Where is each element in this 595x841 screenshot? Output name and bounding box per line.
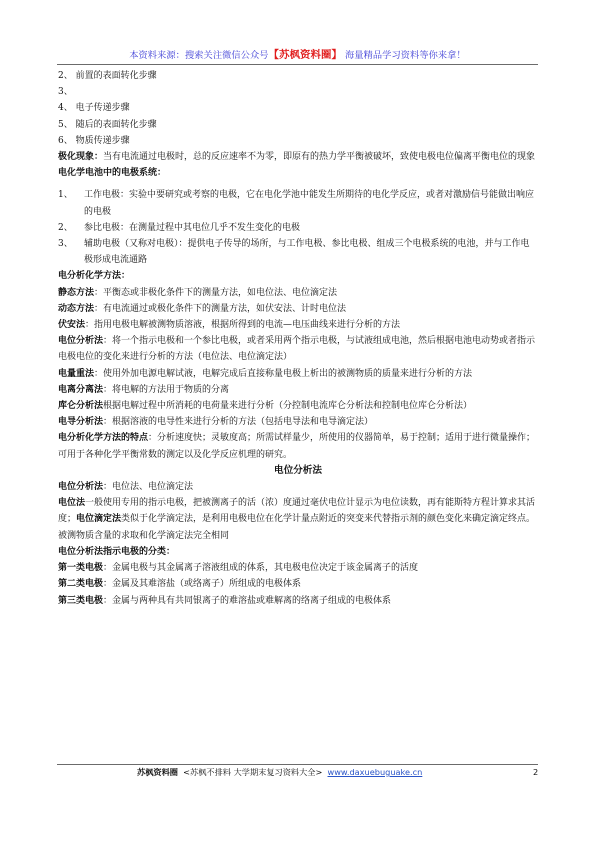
method-term: 电导分析法 — [58, 417, 104, 428]
method-text: ：有电流通过或极化条件下的测量方法，如伏安法、计时电位法 — [94, 303, 347, 314]
electrode-system-heading: 电化学电池中的电极系统： — [58, 168, 167, 179]
class-text: ：金属及其难溶盐（或络离子）所组成的电极体系 — [103, 579, 302, 590]
method-term: 电位分析法 — [58, 336, 104, 347]
electrode-class-heading: 电位分析法指示电极的分类： — [58, 546, 176, 557]
footer-website-link[interactable]: www.daxuebuguake.cn — [327, 767, 423, 777]
list-item — [58, 187, 538, 219]
method-paragraph — [58, 414, 538, 430]
class-term: 第一类电极 — [58, 563, 104, 574]
footer-brand: 苏枫资料圈 — [137, 767, 178, 777]
electrode-class — [58, 576, 538, 592]
method-paragraph — [58, 301, 538, 317]
electrode-class — [58, 593, 538, 609]
method-text: ：使用外加电源电解试液，电解完成后直接称量电极上析出的被测物质的质量来进行分析的方法 — [94, 368, 473, 379]
document-body — [58, 68, 538, 609]
electrode-list — [58, 187, 538, 268]
source-banner — [0, 46, 595, 61]
potentiometry-detail — [58, 495, 538, 544]
method-term: 电分析化学方法的特点 — [58, 433, 149, 444]
method-paragraph — [58, 382, 538, 398]
method-term: 伏安法 — [58, 320, 86, 331]
banner-brand: 【苏枫资料圈】 — [268, 49, 342, 61]
step-item: 3、 — [58, 87, 73, 98]
page-number: 2 — [533, 767, 539, 777]
method-text: ：指用电极电解被测物质溶液，根据所得到的电流—电压曲线来进行分析的方法 — [85, 320, 401, 331]
method-paragraph — [58, 285, 538, 301]
list-number: 1、 — [58, 190, 73, 201]
potentiometry-definition — [58, 479, 538, 495]
banner-suffix: 海量精品学习资料等你来拿！ — [345, 50, 466, 61]
step-item: 6、 物质传递步骤 — [58, 135, 130, 146]
list-number: 2、 — [58, 222, 73, 233]
detail-term: 电位滴定法 — [76, 514, 122, 525]
method-paragraph — [58, 366, 538, 382]
footer-divider — [57, 764, 538, 765]
method-text: ：将一个指示电极和一个参比电极，或者采用两个指示电极，与试液组成电池，然后根据电池电动势或者指示电极电位的变化来进行分析的方法（电位法、电位滴定法） — [58, 336, 536, 363]
method-paragraph — [58, 398, 538, 414]
method-text: ：根据溶液的电导性来进行分析的方法（包括电导法和电导滴定法） — [103, 417, 374, 428]
method-text: ：平衡态或非极化条件下的测量方法，如电位法、电位滴定法 — [94, 287, 338, 298]
method-term: 库仑分析法 — [58, 401, 104, 412]
method-term: 电离分离法 — [58, 384, 104, 395]
polarization-text: 当有电流通过电极时，总的反应速率不为零，即原有的热力学平衡被破坏，致使电极电位偏离平衡电位的现象 — [103, 152, 536, 163]
electrode-class — [58, 560, 538, 576]
footer-slogan: <苏枫不排料 大学期末复习资料大全> — [183, 767, 323, 777]
detail-term: 电位法 — [58, 498, 86, 509]
method-paragraph — [58, 430, 538, 462]
step-item: 2、 前置的表面转化步骤 — [58, 71, 157, 81]
list-item — [58, 236, 538, 268]
list-item — [58, 220, 538, 236]
method-text: ：分析速度快；灵敏度高；所需试样量少，所使用的仪器简单，易于控制；适用于进行微量操作；可用于各种化学平衡常数的测定以及化学反应机理的研究。 — [58, 433, 536, 460]
class-term: 第二类电极 — [58, 579, 104, 590]
polarization-term: 极化现象： — [58, 152, 104, 163]
detail-text: 类似于化学滴定法，是利用电极电位在化学计量点附近的突变来代替指示剂的颜色变化来确定滴定终点。被测物质含量的求取和化学滴定法完全相同 — [58, 514, 536, 541]
method-term: 静态方法 — [58, 287, 95, 298]
detail-text: 一般使用专用的指示电极，把被测离子的活（浓）度通过毫伏电位计显示为电位读数，再有能斯特方程计算求其活度； — [58, 498, 536, 525]
step-item: 5、 随后的表面转化步骤 — [58, 119, 157, 130]
method-text: 根据电解过程中所消耗的电荷量来进行分析（分控制电流库仑分析法和控制电位库仑分析法） — [103, 401, 473, 412]
list-number: 3、 — [58, 239, 73, 250]
method-term: 动态方法 — [58, 303, 95, 314]
definition-text: ：电位法、电位滴定法 — [103, 482, 194, 493]
list-text: 工作电极：实验中要研究或考察的电极，它在电化学池中能发生所期待的电化学反应，或者对激励信号能做出响应的电极 — [84, 190, 535, 217]
definition-term: 电位分析法 — [58, 482, 104, 493]
class-text: ：金属电极与其金属离子溶液组成的体系，其电极电位决定于该金属离子的活度 — [103, 563, 419, 574]
banner-prefix: 本资料来源：搜索关注微信公众号 — [129, 50, 269, 61]
class-term: 第三类电极 — [58, 595, 104, 606]
class-text: ：金属与两种具有共同银离子的难溶盐或难解离的络离子组成的电极体系 — [103, 595, 392, 606]
list-text: 参比电极：在测量过程中其电位几乎不发生变化的电极 — [84, 222, 301, 233]
method-text: ：将电解的方法用于物质的分离 — [103, 384, 230, 395]
step-item: 4、 电子传递步骤 — [58, 103, 130, 114]
polarization-paragraph — [58, 149, 538, 165]
method-paragraph — [58, 317, 538, 333]
page-footer — [137, 767, 422, 778]
method-term: 电量重法 — [58, 368, 95, 379]
section-title: 电位分析法 — [274, 464, 322, 476]
methods-heading: 电分析化学方法： — [58, 271, 131, 282]
header-divider — [57, 64, 538, 65]
list-text: 辅助电极（又称对电极）：提供电子传导的场所，与工作电极、参比电极、组成三个电极系统的电池，并与工作电极形成电流通路 — [84, 239, 530, 266]
method-paragraph — [58, 333, 538, 365]
